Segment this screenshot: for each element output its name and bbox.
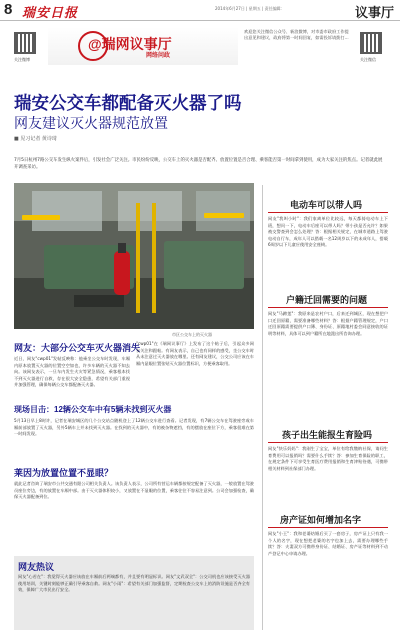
qa-heading: 户籍迁回需要的问题 bbox=[286, 295, 368, 305]
lead-paragraph: 7月5日杭州7路公交车发生纵火案件后，引发社会广泛关注。市民纷纷反映，公交车上的灭火器是否配齐、放置位置是否合理、乘客能否第一时间拿到使用，成为大家关注的焦点。记者就此展开调查采访。 bbox=[14, 158, 383, 170]
qa-text: 网友"我叫小时"：我们家离单位比较远，每天都骑电动车上下班，想问一下，电动车后座可以带人吗？带小孩是否允许？如果被交警查到会怎么处理？答：根据相关规定，在城市道路上驾驶电动自行车，成年人可以搭载一名12周岁以下的未成年人，搭载6周岁以下儿童应使用安全座椅。 bbox=[268, 216, 388, 248]
qr-right-caption: 关注微信 bbox=[360, 57, 376, 62]
masthead-bar bbox=[0, 0, 400, 21]
qr-code-left-icon bbox=[14, 32, 36, 54]
section-text: "cwp01"在《瑞网议事厅》上发布了这个帖子后，引起众多网友关注和跟帖。有网友表示，自己也有同样的感受，坐公交车时从未注意过灭火器放在哪里。还有网友建议，公交公司应该在车厢内显眼位置张贴灭火器位置标识，方便乘客取用。 bbox=[136, 341, 254, 366]
bus-photo-illustration bbox=[14, 183, 254, 329]
banner-logo-text: @瑞网议事厅 bbox=[88, 36, 172, 52]
qr-code-right-icon bbox=[360, 32, 382, 54]
issue-info: 2014年6月27日 | 星期五 | 责任编辑： bbox=[215, 6, 285, 11]
section-text: 5月13日早上8时许，记者在瑞安城区的几个公交站点随机登上了12辆公交车进行查看。记者发现，有7辆公交车在驾驶座旁或车厢前部放置了灭火器，另外5辆车上并未找到灭火器。在找到的灭火器中，有的被杂物遮挡，有的摆放在座位下方，乘客很难在第一时间发现。 bbox=[14, 418, 254, 437]
headline: 瑞安公交车都配备灭火器了吗 bbox=[14, 93, 242, 113]
section-heading: 现场目击：12辆公交车中有5辆未找到灭火器 bbox=[14, 405, 172, 414]
page-number: 8 bbox=[4, 1, 13, 18]
qa-heading: 房产证如何增加名字 bbox=[280, 515, 362, 525]
heading-rule bbox=[268, 307, 388, 308]
banner-description: 欢迎您关注微信公众号、新浪微博，对市委市政府工作提出意见和建议，政府将第一时间回复，如需投诉请拨打… bbox=[244, 29, 349, 40]
heading-rule bbox=[268, 527, 388, 528]
qa-text: 网友"小王"：我和老婆结婚后买了一套房子，房产证上只有我一个人的名字，现在想把老婆的名字也加上去，需要办理哪些手续？答：夫妻双方可携带身份证、结婚证、房产证等材料到不动产登记中心申请办理。 bbox=[268, 531, 388, 556]
section-heading: 网友：大部分公交车灭火器消失 bbox=[14, 343, 141, 353]
qa-heading: 电动车可以带人吗 bbox=[290, 200, 363, 210]
section-text: 近日，网友"cwp01"发帖反映称：他乘坐公交车时发现，车厢内原本放置灭火器的位置空空如也，许多车辆的灭火器不知去向。该网友表示，一旦车内发生火灾等紧急情况，乘客根本找不到灭火器进行自救，存在很大安全隐患，希望有关部门重视并加强管理，确保每辆公交车都配备灭火器。 bbox=[14, 356, 130, 388]
section-heading: 网友热议 bbox=[18, 562, 55, 572]
photo-caption: 市区公交车上的灭火器 bbox=[172, 332, 212, 337]
qa-text: 网友"马蹄莲"：我原来是农村户口，后来迁到城区，现在想把户口迁回原籍，需要准备哪些材料？答：根据户籍管理规定，户口迁回原籍需要提供户口簿、身份证、原籍地村委会同意接收的证明等材料，具体可以到户籍所在地派出所咨询办理。 bbox=[268, 311, 388, 336]
section-text: 网友"心若在"：我觉得灭火器应该放在车厢前后两端都有，并且要有明显标识。网友"文武双全"：公交司机也应该接受灭火器使用培训，关键时刻能够正确引导乘客自救。网友"小雨"：希望有关部门加强监督，定期检查公交车上的消防设施是否齐全有效，保障广大市民出行安全。 bbox=[18, 574, 250, 593]
heading-rule bbox=[268, 212, 388, 213]
section-name: 议事厅 bbox=[354, 5, 394, 20]
qa-text: 网友"快乐妈妈"：我刚生了宝宝，单位有给我缴纳社保，请问生育费用可以报销吗？需要什么手续？答：参加生育保险的职工，在规定条件下可享受生育医疗费用报销和生育津贴待遇，可携带相关材料到社保部门办理。 bbox=[268, 446, 388, 471]
section-text: 就此记者咨询了瑞安市公共交通有限公司相关负责人。该负责人表示，公司所有营运车辆都按规定配备了灭火器，一般放置在驾驶员座位旁边，有的放置在车厢中部。由于灭火器体积较小，又放置在不显眼的位置，乘客往往不容易注意到。公司会加强检查，确保灭火器配备到位。 bbox=[14, 481, 254, 500]
banner bbox=[48, 27, 350, 65]
paper-name: 瑞安日报 bbox=[22, 5, 79, 20]
section-heading: 莱因为放置位置不显眼？ bbox=[14, 468, 114, 478]
subheadline: 网友建议灭火器规范放置 bbox=[14, 115, 168, 131]
banner-logo-sub: 网络问政 bbox=[146, 52, 171, 59]
handrail bbox=[22, 215, 60, 220]
byline: ■ 见习记者 黄诗琦 bbox=[14, 136, 57, 142]
qr-left-caption: 关注微博 bbox=[14, 57, 30, 62]
handrail bbox=[204, 213, 244, 218]
heading-rule bbox=[268, 442, 388, 443]
bus-interior-photo bbox=[14, 183, 254, 329]
column-divider bbox=[262, 185, 263, 630]
qa-heading: 孩子出生能报生育险吗 bbox=[282, 430, 373, 440]
banner-logo bbox=[48, 27, 238, 65]
